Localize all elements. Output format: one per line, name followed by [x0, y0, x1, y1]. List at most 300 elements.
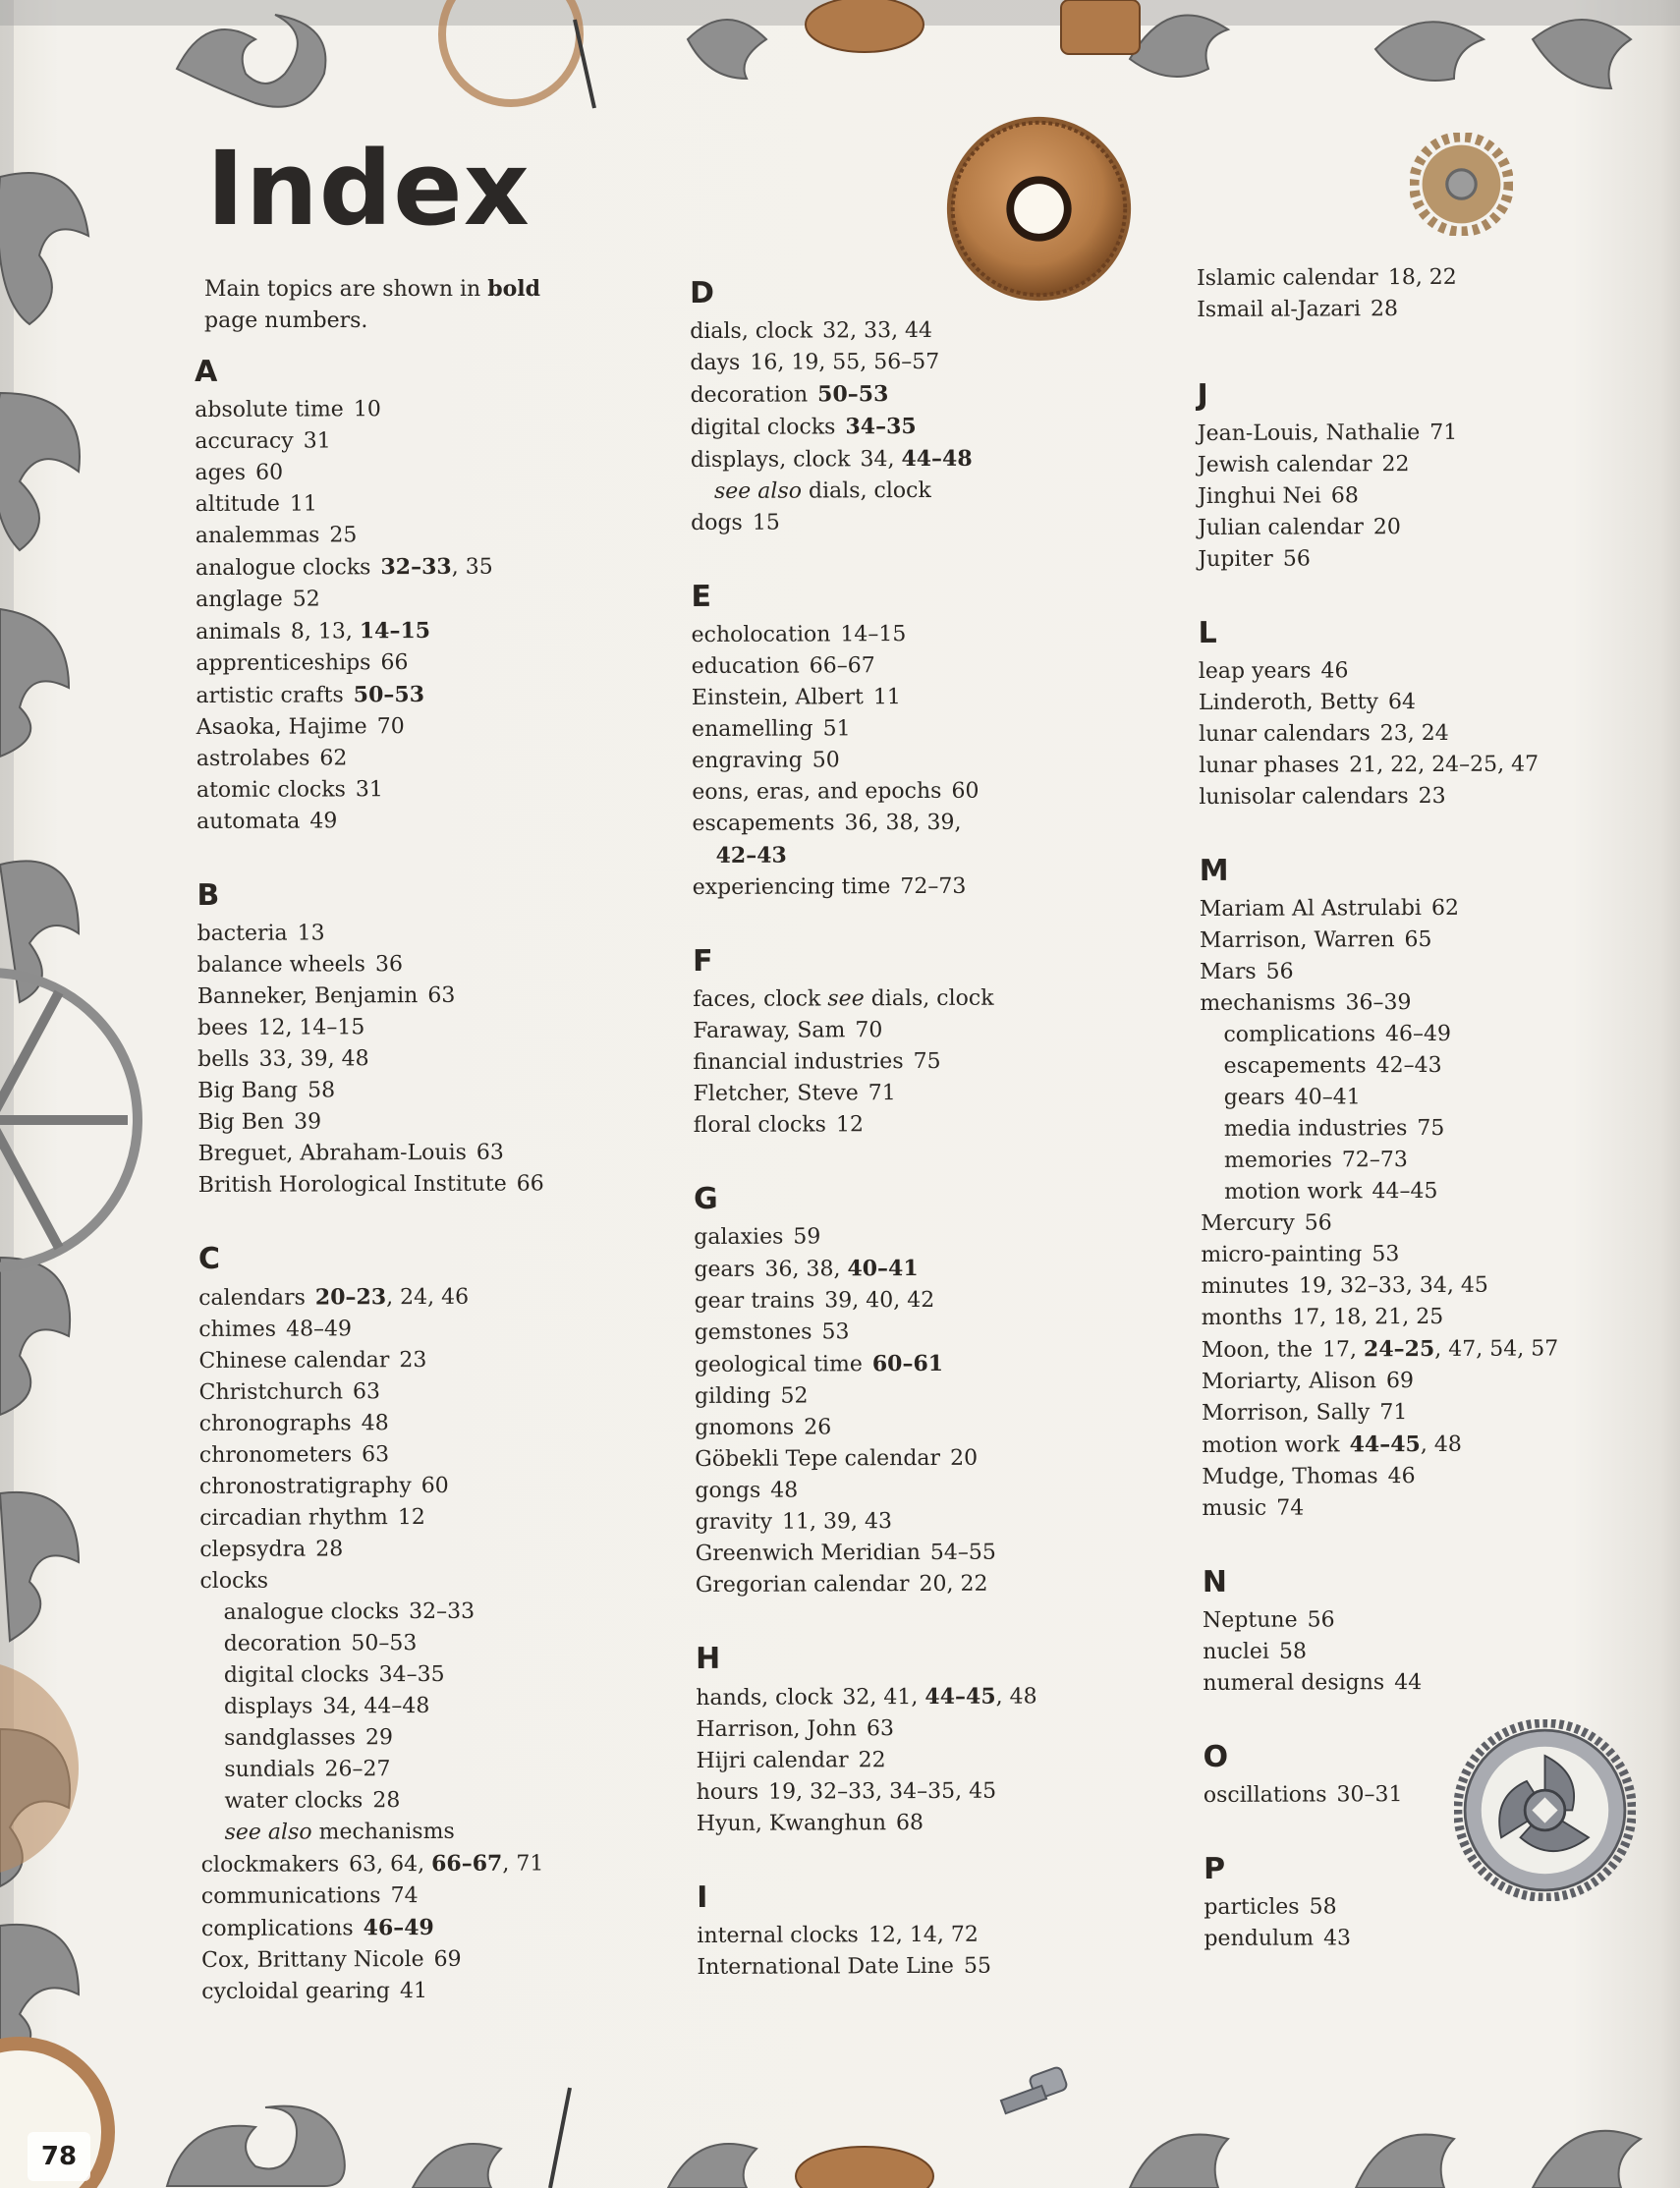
entry-pages [872, 1352, 943, 1376]
page-refs: 19, 32–33, 34, 45 [1298, 1272, 1488, 1299]
page-refs: 39 [293, 1109, 322, 1135]
index-entry [196, 678, 657, 712]
index-section-d [690, 273, 1152, 539]
index-section-b [196, 875, 659, 1202]
index-subentry [1201, 1175, 1662, 1208]
index-entry [692, 649, 1153, 683]
page-title: Index [206, 129, 531, 249]
entry-term: displays [223, 1694, 313, 1719]
entry-term: apprenticeships [196, 650, 371, 676]
entry-pages [842, 1684, 1036, 1710]
entry-term: dials, clock [690, 318, 813, 344]
entry-pages [1323, 1926, 1351, 1950]
page-refs: 42–43 [1375, 1052, 1442, 1079]
page-refs: 65 [1404, 926, 1432, 953]
page-refs: , 47, 54, 57 [1434, 1336, 1559, 1362]
entry-term: Gregorian calendar [695, 1572, 910, 1598]
index-entry [1200, 955, 1661, 988]
page-refs: 71 [1429, 420, 1458, 445]
entry-term: education [691, 653, 800, 679]
index-entry [696, 1680, 1157, 1714]
entry-pages [845, 415, 916, 439]
index-entry [1202, 1365, 1663, 1398]
entry-pages [353, 1379, 380, 1404]
index-entry [199, 1470, 661, 1503]
section-letter: G [694, 1181, 718, 1216]
entry-term: mechanisms [318, 1819, 455, 1845]
index-entry [196, 742, 658, 775]
entry-term: Julian calendar [1198, 515, 1364, 540]
index-entry [197, 1042, 659, 1076]
page-refs: 31 [355, 777, 383, 803]
entry-term: British Horological Institute [197, 1171, 507, 1198]
entry-pages [1381, 452, 1409, 477]
main-topic-pages: 44–48 [901, 445, 973, 473]
page-refs: 46 [1387, 1464, 1416, 1489]
page-refs: 60 [951, 778, 980, 804]
page-refs: 58 [308, 1078, 336, 1103]
page-refs: 66 [380, 650, 409, 676]
entry-term: bees [196, 1015, 249, 1040]
index-entry [696, 1568, 1157, 1601]
entry-term: lunisolar calendars [1199, 784, 1409, 810]
index-section-e [691, 577, 1153, 904]
index-subentry [201, 1816, 663, 1849]
page-refs: 56 [1282, 546, 1311, 572]
section-letter: C [197, 1241, 221, 1276]
page-refs: 66–67 [809, 653, 875, 679]
page-refs: 23, 24 [1379, 720, 1449, 747]
page-refs: 56 [1307, 1607, 1335, 1633]
index-section-h [696, 1639, 1158, 1840]
main-topic-pages: 40–41 [847, 1255, 919, 1282]
entry-pages [409, 1599, 475, 1624]
index-entry [198, 1344, 660, 1377]
index-entry [201, 1847, 663, 1881]
page-refs: 52 [780, 1383, 809, 1409]
entry-pages [1349, 752, 1539, 777]
entry-pages [1404, 927, 1431, 952]
index-entry [692, 712, 1153, 746]
entry-term: mechanisms [1200, 990, 1336, 1016]
entry-term: galaxies [694, 1224, 784, 1250]
entry-term: Moon, the [1201, 1337, 1314, 1363]
page-refs: 58 [1278, 1639, 1307, 1664]
entry-term: eons, eras, and epochs [692, 778, 942, 805]
entry-pages [434, 1947, 462, 1972]
entry-pages [349, 1851, 543, 1877]
index-entry [199, 1375, 661, 1409]
entry-pages [859, 1748, 886, 1772]
index-entry [196, 487, 657, 521]
page-refs: 75 [1417, 1115, 1445, 1142]
entry-term: water clocks [224, 1788, 364, 1814]
entry-pages [329, 523, 357, 547]
index-entry [692, 807, 1153, 840]
entry-pages [1350, 1432, 1462, 1457]
entry-pages [476, 1141, 504, 1165]
entry-pages [319, 746, 347, 770]
page-refs: 68 [895, 1810, 924, 1836]
entry-pages [1372, 1179, 1437, 1204]
index-entry [693, 1014, 1154, 1047]
page-refs: 63 [476, 1140, 504, 1165]
section-letter: I [697, 1879, 708, 1915]
entry-pages [812, 748, 840, 772]
page-refs: 12, 14–15 [257, 1015, 365, 1040]
entry-term: Jewish calendar [1197, 452, 1372, 477]
entry-pages [780, 1383, 808, 1408]
entry-term: gravity [695, 1509, 773, 1535]
entry-term: Jinghui Nei [1197, 483, 1321, 509]
page-refs: 56 [1304, 1210, 1332, 1236]
page-refs: 46–49 [1384, 1021, 1452, 1047]
index-entry [695, 1347, 1156, 1381]
index-section-f [693, 941, 1155, 1142]
entry-pages [399, 1348, 426, 1373]
page-refs: , 71 [502, 1851, 544, 1877]
index-entry [1204, 1778, 1665, 1812]
main-topic-pages: 24–25 [1363, 1335, 1435, 1363]
page-refs: 72–73 [900, 873, 967, 900]
section-letter: L [1198, 615, 1217, 650]
page-refs: 62 [319, 746, 348, 771]
index-entry [692, 744, 1153, 777]
page-refs: 63, 64, [349, 1851, 432, 1878]
entry-term: automata [196, 809, 301, 834]
entry-term: pendulum [1204, 1926, 1315, 1951]
entry-term: anglage [196, 587, 283, 612]
page-refs: 41 [399, 1978, 427, 2004]
entry-pages [804, 1415, 831, 1439]
page-refs: 53 [1372, 1242, 1400, 1267]
entry-term: Fletcher, Steve [693, 1081, 859, 1106]
page-refs: 29 [364, 1725, 393, 1751]
entry-term: digital clocks [223, 1662, 369, 1688]
index-section-n [1203, 1562, 1665, 1700]
page-refs: , 48 [995, 1684, 1037, 1710]
section-letter: A [195, 354, 218, 389]
entry-pages [293, 587, 320, 611]
entry-pages [823, 716, 851, 741]
entry-term: gear trains [694, 1288, 815, 1314]
index-section-g [694, 1179, 1157, 1601]
entry-term: particles [1204, 1894, 1300, 1920]
page-refs: 15 [752, 510, 780, 535]
index-entry [692, 618, 1153, 651]
page-refs: 50 [812, 748, 840, 773]
page-refs: 72–73 [1341, 1148, 1408, 1173]
entry-term: balance wheels [196, 952, 366, 978]
page-refs: 56 [1265, 959, 1294, 984]
index-entry [196, 710, 658, 744]
entry-term: dogs [691, 510, 743, 535]
entry-pages [351, 1631, 417, 1655]
entry-term: digital clocks [690, 415, 836, 440]
entry-pages [782, 1509, 892, 1534]
index-section-m [1200, 851, 1664, 1525]
index-entry [197, 1074, 659, 1107]
section-letter: O [1203, 1739, 1229, 1774]
small-brass-gear-icon [1410, 133, 1513, 236]
entry-term: International Date Line [697, 1953, 954, 1980]
entry-pages [286, 1317, 352, 1341]
intro-text-after: page numbers. [204, 309, 368, 333]
entry-pages [309, 809, 337, 833]
ornamental-bottom-border [0, 2058, 1680, 2188]
index-entry [199, 1407, 661, 1440]
entry-pages [1292, 1305, 1443, 1330]
entry-term: months [1201, 1305, 1283, 1330]
index-entry [198, 1168, 660, 1202]
page-refs: 11, 39, 43 [781, 1509, 893, 1535]
entry-term: accuracy [195, 428, 294, 454]
entry-pages [836, 1112, 864, 1137]
see-also-label: see also [224, 1820, 312, 1845]
entry-pages [315, 1285, 469, 1311]
main-topic-pages: 50–53 [353, 681, 425, 708]
entry-pages [1371, 297, 1398, 321]
index-entry [697, 1919, 1158, 1952]
entry-term: Jean-Louis, Nathalie [1197, 421, 1421, 446]
index-entry [1198, 479, 1659, 513]
index-entry [695, 1379, 1156, 1413]
index-subentry [693, 838, 1154, 872]
entry-term: lunar phases [1199, 753, 1340, 778]
index-entry [691, 442, 1152, 477]
entry-pages [308, 1078, 335, 1102]
page-refs: 44 [1394, 1670, 1423, 1696]
page-refs: 20 [1372, 515, 1401, 540]
page-refs: 11 [289, 491, 317, 517]
main-topic-pages: 14–15 [359, 617, 431, 645]
index-entry [201, 1911, 663, 1945]
index-entry [199, 1501, 661, 1535]
entry-pages [400, 1979, 427, 2003]
page-refs: 70 [855, 1018, 883, 1043]
entry-term: Neptune [1202, 1607, 1298, 1633]
entry-pages [1345, 990, 1411, 1015]
entry-pages [950, 1446, 978, 1471]
entry-term: music [1202, 1495, 1267, 1521]
page-refs: 28 [1370, 297, 1399, 322]
entry-term: circadian rhythm [199, 1505, 388, 1531]
page-refs: 68 [1330, 483, 1359, 509]
entry-pages [427, 983, 455, 1008]
page-refs: 66 [516, 1171, 544, 1197]
entry-term: bacteria [196, 921, 288, 946]
intro-text-before: Main topics are shown in [204, 277, 481, 302]
entry-term: altitude [195, 491, 280, 517]
entry-pages [1283, 546, 1311, 571]
page-refs: 54–55 [929, 1540, 996, 1565]
index-entry [1198, 417, 1659, 450]
index-entry [199, 1533, 661, 1566]
index-entry [697, 1807, 1158, 1840]
entry-term: Morrison, Sally [1202, 1400, 1371, 1426]
page-refs: 20 [949, 1445, 979, 1471]
entry-pages [291, 619, 430, 645]
page-refs: 32–33 [409, 1599, 476, 1625]
page-refs: 49 [309, 809, 338, 834]
entry-term: lunar calendars [1199, 721, 1371, 747]
entry-term: Mercury [1201, 1210, 1295, 1236]
entry-pages [1386, 1369, 1414, 1393]
entry-term: media industries [1223, 1116, 1408, 1142]
page-refs: 60 [420, 1473, 449, 1499]
entry-term: Cox, Brittany Nicole [201, 1946, 424, 1973]
page-refs: 16, 19, 55, 56–57 [750, 349, 940, 375]
entry-pages [822, 318, 932, 343]
index-entry [1197, 261, 1658, 295]
entry-term: days [690, 350, 741, 375]
entry-term: animals [196, 619, 281, 645]
page-refs: 60 [254, 460, 284, 485]
entry-pages [1417, 1116, 1444, 1141]
entry-term: Greenwich Meridian [695, 1540, 921, 1566]
entry-term: Big Ben [197, 1109, 285, 1135]
entry-term: Breguet, Abraham-Louis [197, 1140, 467, 1166]
entry-pages [1342, 1148, 1408, 1172]
see-target: dials, clock [870, 985, 994, 1012]
index-entry [692, 681, 1153, 714]
entry-pages [1379, 1400, 1407, 1425]
entry-pages [1376, 1053, 1442, 1078]
entry-term: Big Bang [197, 1078, 299, 1103]
page-refs: 12 [835, 1112, 864, 1138]
entry-pages [322, 1694, 429, 1718]
entry-pages [362, 1442, 389, 1467]
entry-term: faces, clock [693, 986, 821, 1012]
entry-pages [1266, 960, 1294, 984]
page-refs: 19, 32–33, 34–35, 45 [768, 1778, 997, 1805]
page-refs: 30–31 [1336, 1782, 1403, 1808]
index-entry [199, 1564, 661, 1598]
entry-term: hours [696, 1779, 759, 1805]
index-entry [195, 424, 656, 458]
page-refs: 36, 38, 39, [844, 810, 962, 836]
section-letter: E [691, 579, 712, 614]
entry-term: Jupiter [1198, 546, 1273, 572]
page-refs: 11 [872, 685, 901, 710]
entry-pages [821, 1319, 849, 1344]
page-refs: 33, 39, 48 [258, 1046, 369, 1072]
page-refs: 25 [329, 523, 358, 548]
entry-pages [753, 511, 780, 535]
entry-term: gears [694, 1257, 756, 1282]
entry-pages [1431, 896, 1459, 921]
page-refs: 48 [770, 1478, 799, 1503]
entry-pages [1276, 1496, 1304, 1521]
index-section-i_cont [1197, 261, 1658, 326]
index-section-c [198, 1239, 663, 2008]
entry-pages [324, 1757, 390, 1781]
index-entry [695, 1411, 1156, 1444]
section-letter: D [690, 275, 715, 310]
page-refs: 58 [1309, 1894, 1337, 1920]
index-subentry [1201, 1144, 1662, 1177]
page-refs: 8, 13, [290, 619, 360, 645]
page-refs: 14–15 [840, 622, 907, 647]
entry-term: gemstones [694, 1319, 812, 1345]
index-entry [693, 870, 1154, 904]
index-entry [1201, 1269, 1662, 1303]
entry-term: experiencing time [692, 874, 891, 900]
index-entry [1202, 1301, 1663, 1334]
entry-pages [964, 1954, 991, 1979]
entry-pages [868, 1081, 896, 1105]
entry-term: Ismail al-Jazari [1197, 297, 1362, 322]
entry-term: Moriarty, Alison [1201, 1369, 1376, 1394]
see-also-label: see also [713, 478, 803, 504]
index-entry [198, 1280, 660, 1315]
page-refs: 20, 22 [919, 1571, 988, 1597]
entry-term: gongs [695, 1478, 761, 1503]
page-refs: 23 [399, 1347, 427, 1374]
entry-pages [259, 1046, 369, 1071]
entry-term: leap years [1198, 658, 1312, 684]
entry-pages [750, 350, 939, 375]
index-entry [1199, 686, 1660, 719]
page-refs: , 24, 46 [386, 1284, 470, 1311]
index-entry [1197, 293, 1658, 326]
index-entry [196, 646, 657, 680]
index-entry [197, 917, 659, 950]
ornamental-top-border [0, 0, 1680, 118]
entry-term: clocks [199, 1568, 269, 1594]
index-entry [690, 314, 1151, 348]
index-entry [1204, 1922, 1665, 1955]
page-refs: 63 [362, 1442, 390, 1468]
page-refs: 64 [1387, 690, 1416, 715]
index-subentry [1200, 1018, 1661, 1051]
entry-term: decoration [690, 382, 809, 408]
entry-pages [1322, 1336, 1558, 1362]
index-section-p [1204, 1849, 1665, 1955]
entry-pages [817, 382, 888, 407]
page-refs: 17, [1321, 1337, 1365, 1363]
index-section-l [1199, 613, 1661, 813]
entry-term: dials, clock [808, 477, 931, 504]
entry-pages [900, 874, 966, 899]
page-refs: 63 [352, 1379, 381, 1405]
page-refs: , 48 [1420, 1431, 1462, 1458]
page-refs: 32, 33, 44 [822, 317, 933, 344]
entry-pages [390, 1883, 418, 1908]
page-number: 78 [28, 2132, 90, 2181]
page-refs: 28 [315, 1537, 344, 1562]
index-entry [696, 1537, 1157, 1570]
screw-icon [992, 2063, 1081, 2132]
page-refs: 28 [372, 1788, 401, 1814]
entry-term: Marrison, Warren [1199, 927, 1395, 953]
page-refs: 70 [376, 714, 405, 740]
index-entry [693, 982, 1154, 1016]
index-entry [198, 1313, 660, 1346]
index-section-j [1198, 375, 1660, 576]
main-topic-pages: 20–23 [314, 1284, 387, 1311]
entry-pages [1388, 1464, 1416, 1488]
entry-pages [290, 491, 317, 516]
index-entry [694, 1252, 1155, 1286]
entry-term: enamelling [691, 716, 813, 742]
entry-term: Faraway, Sam [693, 1018, 846, 1043]
section-letter: B [196, 877, 220, 913]
entry-term: atomic clocks [196, 777, 346, 803]
page-refs: 23 [1418, 783, 1446, 810]
index-entry [691, 506, 1152, 539]
entry-term: bells [197, 1046, 250, 1072]
